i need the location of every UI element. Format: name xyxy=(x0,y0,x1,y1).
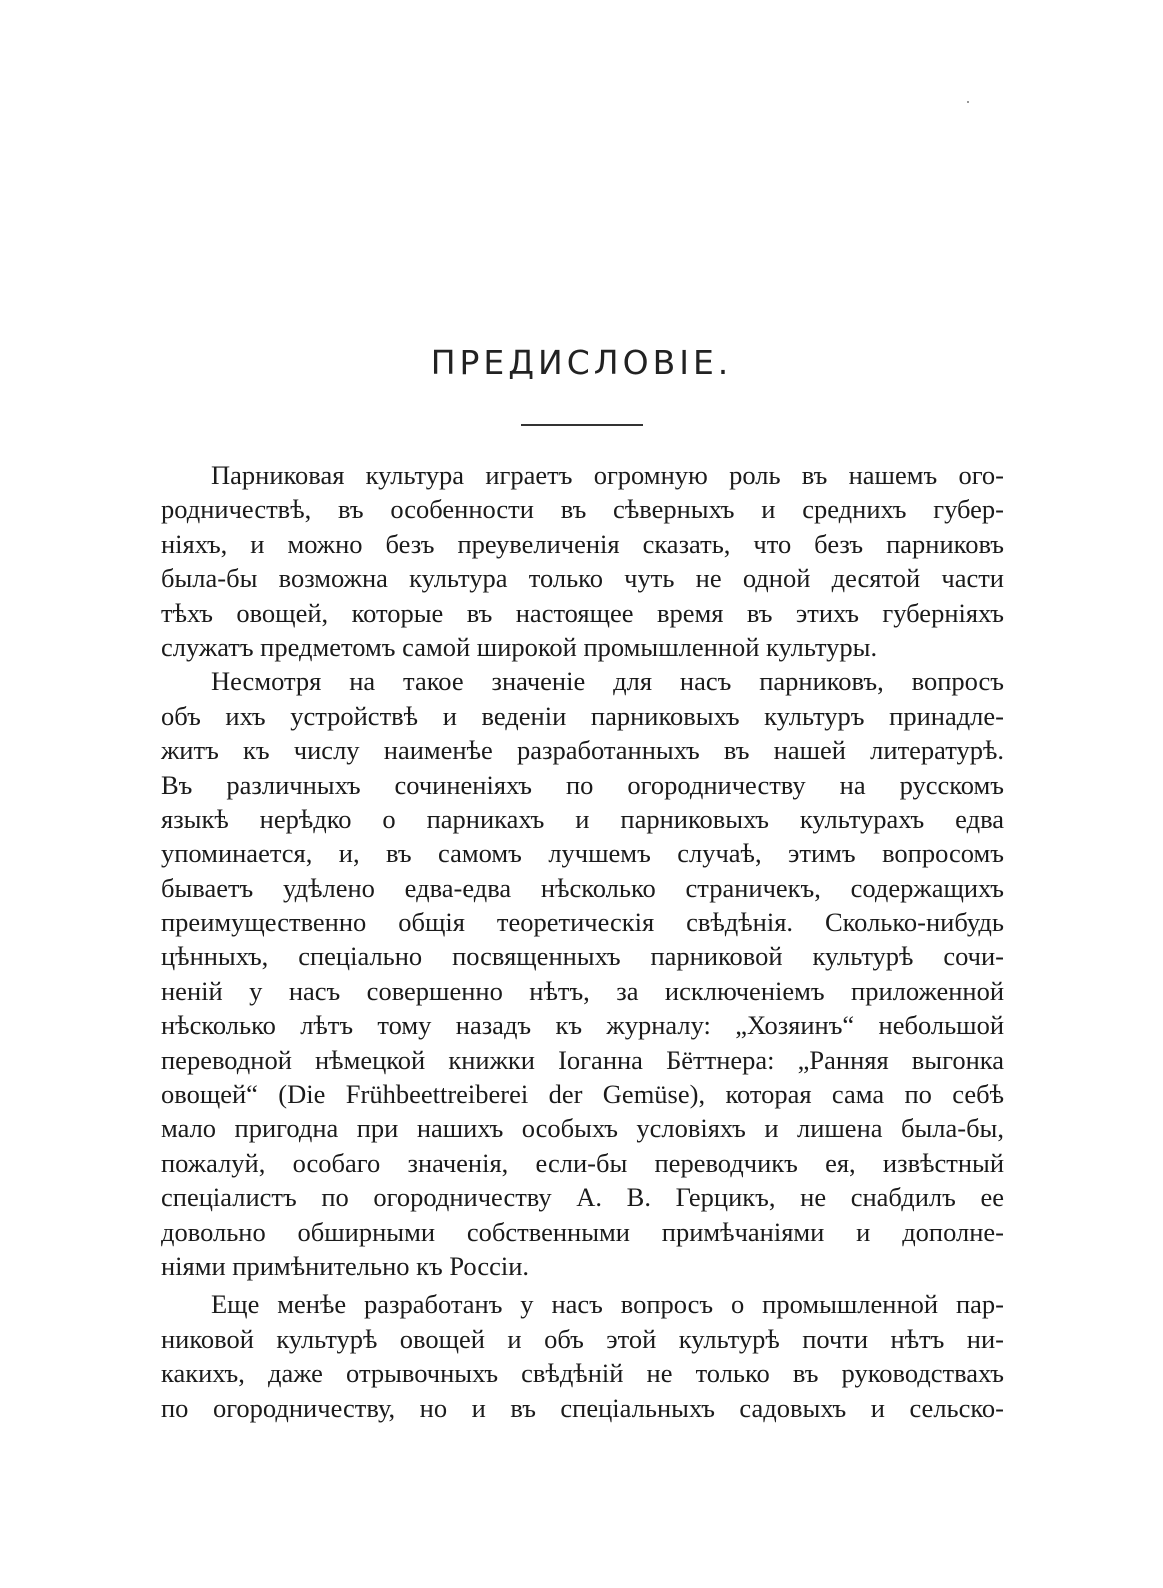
text-line: Несмотря на такое значеніе для насъ парниковъ, вопросъ xyxy=(211,666,1004,697)
text-line: цѣнныхъ, спеціально посвященныхъ парниковой культурѣ сочи- xyxy=(161,941,1004,972)
text-line: Еще менѣе разработанъ у насъ вопросъ о промышленной пар- xyxy=(211,1289,1004,1320)
text-line: ніями примѣнительно къ Россіи. xyxy=(161,1250,530,1281)
text-line: какихъ, даже отрывочныхъ свѣдѣній не только въ руководствахъ xyxy=(161,1358,1004,1389)
text-line: овощей“ (Die Frühbeettreiberei der Gemüse), которая сама по себѣ xyxy=(161,1079,1004,1110)
text-line: Въ различныхъ сочиненіяхъ по огородничеству на русскомъ xyxy=(161,769,1004,800)
text-line: никовой культурѣ овощей и объ этой культурѣ почти нѣтъ ни- xyxy=(161,1323,1004,1354)
text-line: преимущественно общія теоретическія свѣдѣнія. Сколько-нибудь xyxy=(161,907,1004,938)
title-divider xyxy=(521,424,643,426)
text-line: спеціалистъ по огородничеству А. В. Герцикъ, не снабдилъ ее xyxy=(161,1182,1004,1213)
text-line: тѣхъ овощей, которые въ настоящее время въ этихъ губерніяхъ xyxy=(161,597,1004,628)
text-line: упоминается, и, въ самомъ лучшемъ случаѣ, этимъ вопросомъ xyxy=(161,838,1004,869)
text-line: языкѣ нерѣдко о парникахъ и парниковыхъ культурахъ едва xyxy=(161,803,1004,834)
text-line: нѣсколько лѣтъ тому назадъ къ журналу: „Хозяинъ“ небольшой xyxy=(161,1010,1004,1041)
text-line: довольно обширными собственными примѣчаніями и дополне- xyxy=(161,1216,1004,1247)
page-title: ПРЕДИСЛОВІЕ. xyxy=(430,343,733,382)
text-line: по огородничеству, но и въ спеціальныхъ садовыхъ и сельско- xyxy=(161,1392,1004,1423)
text-line: родничествѣ, въ особенности въ сѣверныхъ и среднихъ губер- xyxy=(161,494,1004,525)
text-line: служатъ предметомъ самой широкой промышленной культуры. xyxy=(161,631,878,662)
text-line: житъ къ числу наименѣе разработанныхъ въ нашей литературѣ. xyxy=(161,735,1004,766)
text-line: бываетъ удѣлено едва-едва нѣсколько страничекъ, содержащихъ xyxy=(161,872,1004,903)
text-line: мало пригодна при нашихъ особыхъ условіяхъ и лишена была-бы, xyxy=(161,1113,1004,1144)
text-line: пожалуй, особаго значенія, если-бы переводчикъ ея, извѣстный xyxy=(161,1147,1004,1178)
text-line: неній у насъ совершенно нѣтъ, за исключеніемъ приложенной xyxy=(161,975,1004,1006)
body-text xyxy=(161,458,1004,1425)
text-line: объ ихъ устройствѣ и веденіи парниковыхъ культуръ принадле- xyxy=(161,700,1004,731)
text-line: ніяхъ, и можно безъ преувеличенія сказать, что безъ парниковъ xyxy=(161,528,1004,559)
text-line: Парниковая культура играетъ огромную роль въ нашемъ ого- xyxy=(211,460,1004,490)
text-line: была-бы возможна культура только чуть не одной десятой части xyxy=(161,563,1004,594)
text-line: переводной нѣмецкой книжки Іоганна Бёттнера: „Ранняя выгонка xyxy=(161,1044,1004,1075)
paper-speck xyxy=(967,101,969,103)
